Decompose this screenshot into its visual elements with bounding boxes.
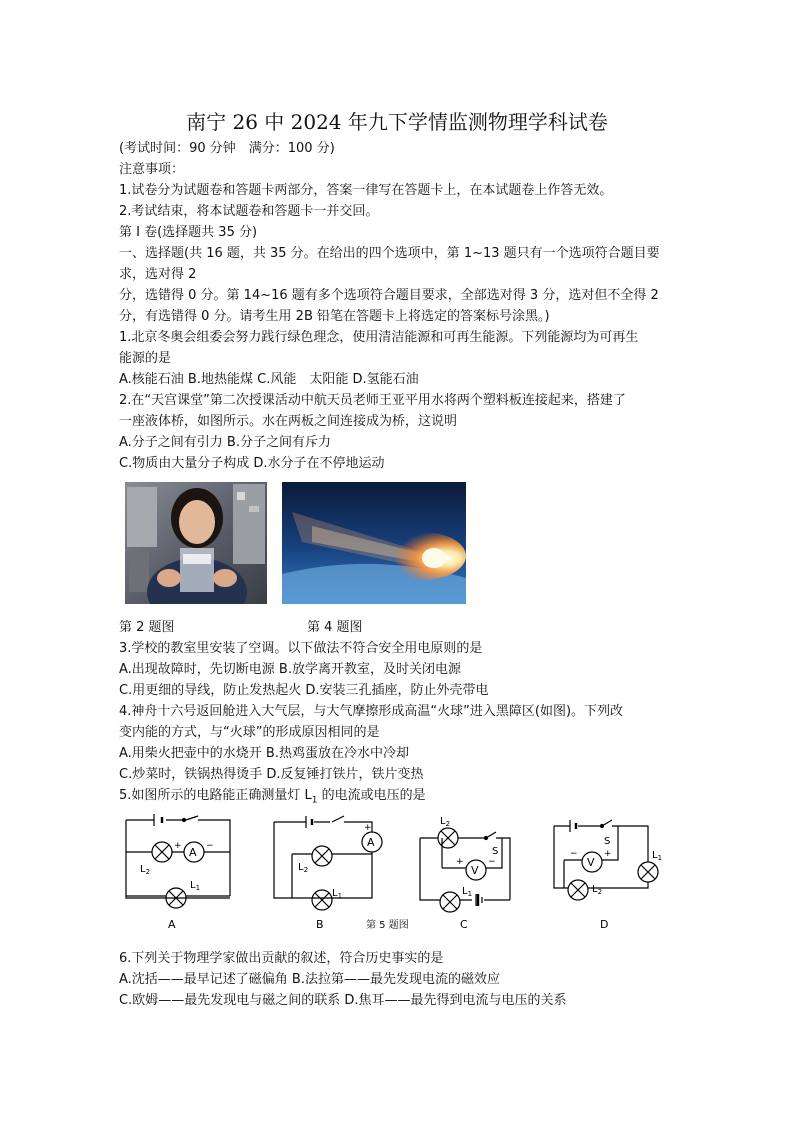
- svg-text:C: C: [460, 918, 468, 931]
- svg-text:D: D: [600, 918, 609, 931]
- q1-stem-2: 能源的是: [119, 351, 172, 366]
- section-intro-4: 分，有选错得 0 分。请考生用 2B 铅笔在答题卡上将选定的答案标号涂黑。): [119, 309, 550, 324]
- circuit-c: [412, 808, 522, 940]
- q3-stem: 3.学校的教室里安装了空调。以下做法不符合安全用电原则的是: [119, 641, 483, 656]
- q6-options-cd: C.欧姆——最先发现电与磁之间的联系 D.焦耳——最先得到电流与电压的关系: [119, 993, 567, 1008]
- q1-stem-1: 1.北京冬奥会组委会努力践行绿色理念，使用清洁能源和可再生能源。下列能源均为可再生: [119, 330, 639, 345]
- q1-options: A.核能石油 B.地热能煤 C.风能 太阳能 D.氢能石油: [119, 372, 419, 387]
- svg-text:L2: $L_2$: [140, 864, 151, 876]
- svg-text:A: A: [168, 918, 176, 931]
- svg-text:L2: $L_2$: [298, 862, 309, 874]
- q2-stem-1: 2.在“天宫课堂”第二次授课活动中航天员老师王亚平用水将两个塑料板连接起来，搭建了: [119, 393, 626, 408]
- svg-text:L2: $L_2$: [592, 884, 603, 896]
- svg-text:L1: $L_1$: [652, 850, 663, 862]
- svg-text:V: V: [471, 864, 479, 877]
- section-intro-3: 分，选错得 0 分。第 14~16 题有多个选项符合题目要求，全部选对得 3 分，选对但不全得 2: [119, 288, 659, 303]
- q4-stem-1: 4.神舟十六号返回舱进入大气层，与大气摩擦形成高温“火球”进入黑障区(如图)。下列改: [119, 704, 624, 719]
- svg-text:−: −: [206, 841, 214, 851]
- q2-options-ab: A.分子之间有引力 B.分子之间有斥力: [119, 435, 331, 450]
- svg-text:A: A: [189, 846, 197, 859]
- svg-text:L2: $L_2$: [440, 816, 451, 828]
- svg-text:A: A: [367, 836, 375, 849]
- exam-time: (考试时间：90 分钟 满分：100 分): [119, 141, 335, 156]
- q5-stem: 5.如图所示的电路能正确测量灯 $L_1$ 的电流或电压的是: [119, 788, 426, 806]
- q3-options-ab: A.出现故障时，先切断电源 B.放学离开教室，及时关闭电源: [119, 662, 461, 677]
- q4-options-ab: A.用柴火把壶中的水烧开 B.热鸡蛋放在冷水中冷却: [119, 746, 409, 761]
- svg-text:−: −: [488, 857, 496, 867]
- q6-options-ab: A.沈括——最早记述了磁偏角 B.法拉第——最先发现电流的磁效应: [119, 972, 500, 987]
- fig2-caption: 第 2 题图: [119, 620, 175, 635]
- q4-options-cd: C.炒菜时，铁锅热得烫手 D.反复锤打铁片，铁片变热: [119, 767, 424, 782]
- note-2: 2.考试结束，将本试题卷和答题卡一并交回。: [119, 204, 379, 219]
- svg-text:+: +: [456, 857, 464, 867]
- section-title: 第 I 卷(选择题共 35 分): [119, 225, 258, 240]
- q5-figure-caption: 第 5 题图: [366, 920, 409, 931]
- fig4-fireball-photo: [282, 482, 466, 604]
- circuit-a: [118, 812, 238, 940]
- svg-text:−: −: [570, 849, 578, 859]
- svg-text:B: B: [316, 918, 324, 931]
- svg-text:L1: $L_1$: [462, 886, 473, 898]
- svg-text:+: +: [364, 823, 372, 833]
- q3-options-cd: C.用更细的导线，防止发热起火 D.安装三孔插座，防止外壳带电: [119, 683, 489, 698]
- notes-title: 注意事项：: [119, 162, 185, 177]
- svg-text:L1: $L_1$: [332, 888, 343, 900]
- page-title: 南宁 26 中 2024 年九下学情监测物理学科试卷: [186, 110, 608, 134]
- svg-text:S: S: [492, 846, 499, 857]
- section-intro-2: 求，选对得 2: [119, 267, 197, 282]
- svg-text:S: S: [604, 836, 611, 847]
- fig2-astronaut-photo: [125, 482, 267, 604]
- q2-options-cd: C.物质由大量分子构成 D.水分子在不停地运动: [119, 456, 385, 471]
- svg-text:V: V: [587, 856, 595, 869]
- q4-stem-2: 变内能的方式，与“火球”的形成原因相同的是: [119, 725, 380, 740]
- section-intro-1: 一、选择题(共 16 题，共 35 分。在给出的四个选项中，第 1~13 题只有一个选项符合题目要: [119, 246, 660, 261]
- svg-text:L1: $L_1$: [190, 880, 201, 892]
- fig4-caption: 第 4 题图: [307, 620, 363, 635]
- svg-text:+: +: [604, 849, 612, 859]
- svg-text:+: +: [174, 841, 182, 851]
- q6-stem: 6.下列关于物理学家做出贡献的叙述，符合历史事实的是: [119, 951, 444, 966]
- circuit-d: [548, 812, 666, 940]
- note-1: 1.试卷分为试题卷和答题卡两部分，答案一律写在答题卡上，在本试题卷上作答无效。: [119, 183, 613, 198]
- q2-stem-2: 一座液体桥，如图所示。水在两板之间连接成为桥，这说明: [119, 414, 458, 429]
